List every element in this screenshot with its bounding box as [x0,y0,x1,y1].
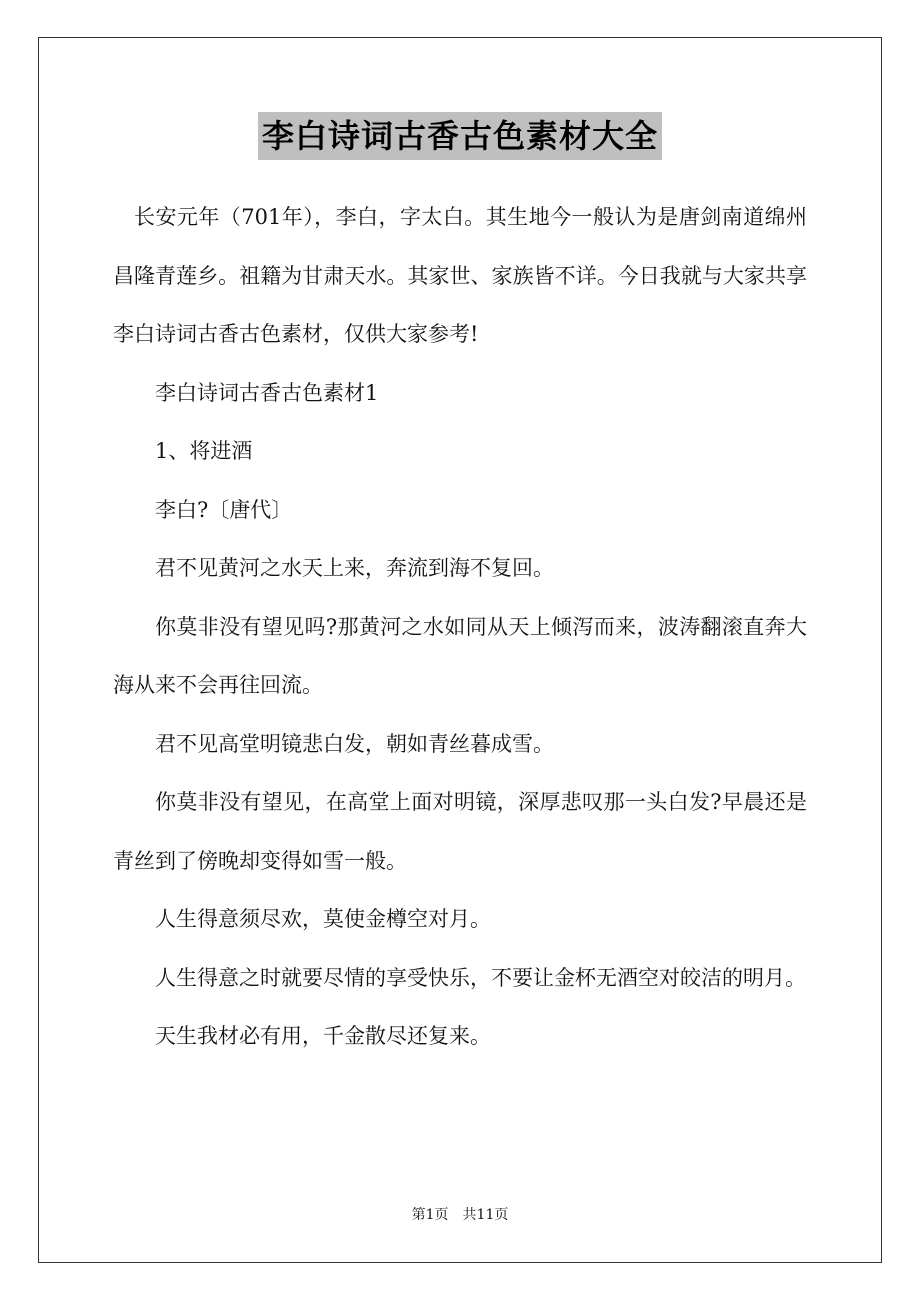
paragraph-verse: 君不见高堂明镜悲白发，朝如青丝暮成雪。 [155,731,554,756]
paragraph-verse: 君不见黄河之水天上来，奔流到海不复回。 [155,556,554,580]
document-title: 李白诗词古香古色素材大全 [258,112,662,160]
paragraph-translation: 人生得意之时就要尽情的享受快乐，不要让金杯无酒空对皎洁的明月。 [155,965,806,990]
title-container [0,112,920,160]
paragraph-verse: 人生得意须尽欢，莫使金樽空对月。 [155,907,491,931]
paragraph-section-heading: 李白诗词古香古色素材1 [155,380,379,405]
page-total: 共11页 [462,1207,509,1223]
paragraph-verse: 天生我材必有用，千金散尽还复来。 [155,1024,491,1048]
paragraph-poem-author: 李白?〔唐代〕 [155,497,293,522]
page-number: 第1页 [411,1207,449,1223]
paragraph-translation: 你莫非没有望见，在高堂上面对明镜，深厚悲叹那一头白发?早晨还是青丝到了傍晚却变得如雪一般。 [113,790,807,873]
paragraph-poem-title: 1、将进酒 [155,439,253,463]
paragraph-translation: 你莫非没有望见吗?那黄河之水如同从天上倾泻而来，波涛翻滚直奔大海从来不会再往回流。 [113,614,807,697]
paragraph-intro: 长安元年（701年），李白，字太白。其生地今一般认为是唐剑南道绵州昌隆青莲乡。祖籍为甘肃天水。其家世、家族皆不详。今日我就与大家共享李白诗词古香古色素材，仅供大家参考! [113,205,807,346]
document-body [113,188,807,1066]
page-footer [0,1205,920,1225]
